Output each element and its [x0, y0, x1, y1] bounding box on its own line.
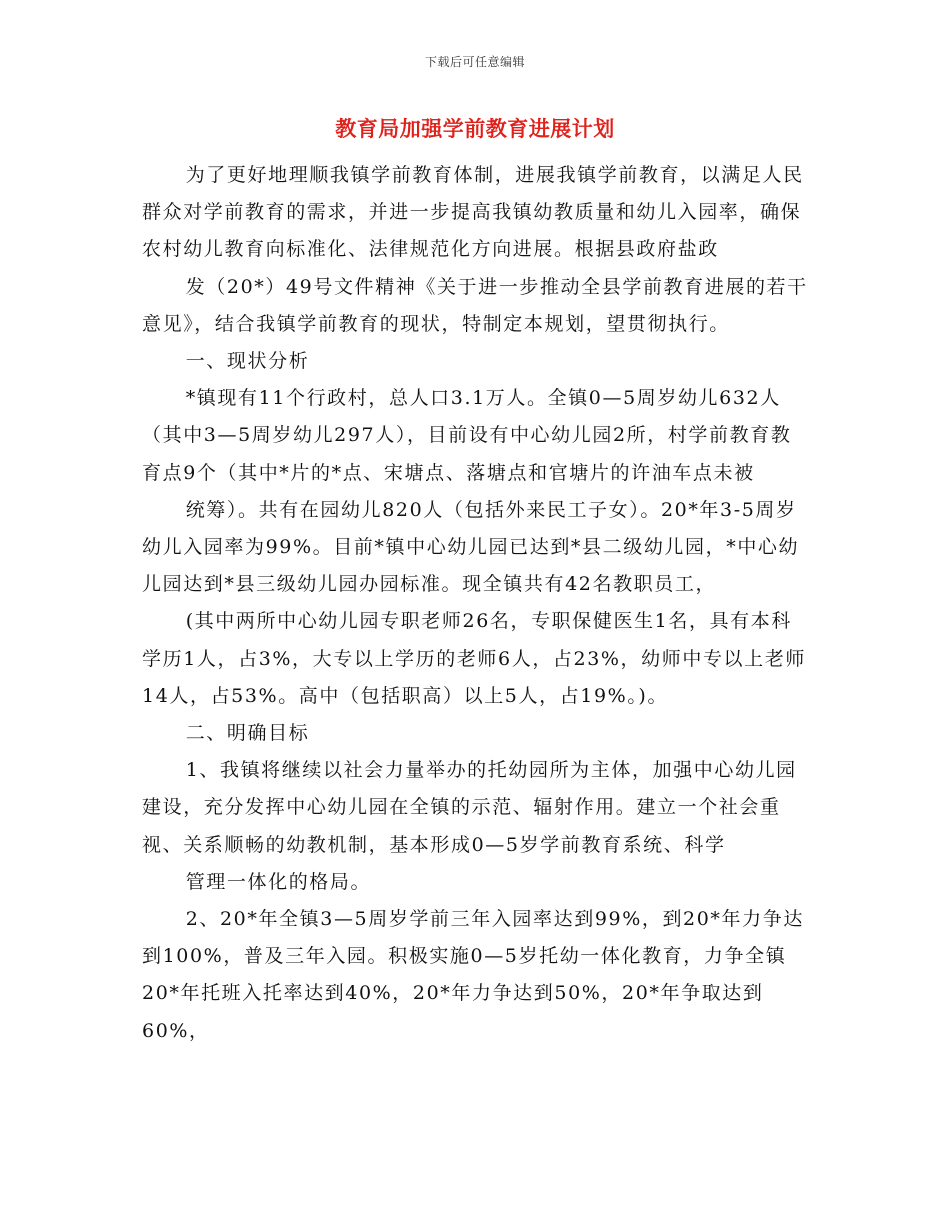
- paragraph-staff-details: (其中两所中心幼儿园专职老师26名，专职保健医生1名，具有本科学历1人，占3%，大专以上学历的老师6人，占23%，幼师中专以上老师14人，占53%。高中（包括职高）以上5人，占19%。)。: [142, 610, 806, 707]
- document-body: [142, 157, 810, 1050]
- section-heading-status-analysis: 一、现状分析: [185, 350, 310, 373]
- paragraph-intro-continued: 发（20*）49号文件精神《关于进一步推动全县学前教育进展的若干意见》，结合我镇学前教育的现状，特制定本规划，望贯彻执行。: [142, 275, 808, 335]
- paragraph-goal-2: 2、20*年全镇3—5周岁学前三年入园率达到99%，到20*年力争达到100%，普及三年入园。积极实施0—5岁托幼一体化教育，力争全镇20*年托班入托率达到40%，20*年力争达到50%，20*年争取达到60%，: [142, 908, 804, 1042]
- header-note: 下载后可任意编辑: [424, 55, 525, 69]
- paragraph-goal-1: 1、我镇将继续以社会力量举办的托幼园所为主体，加强中心幼儿园建设，充分发挥中心幼儿园在全镇的示范、辐射作用。建立一个社会重视、关系顺畅的幼教机制，基本形成0—5岁学前教育系统、科学: [142, 759, 797, 856]
- paragraph-status-continued: 统筹）。共有在园幼儿820人（包括外来民工子女）。20*年3-5周岁幼儿入园率为99%。目前*镇中心幼儿园已达到*县二级幼儿园，*中心幼儿园达到*县三级幼儿园办园标准。现全镇共有42名教职员工，: [142, 498, 800, 596]
- paragraph-goal-1-continued: 管理一体化的格局。: [185, 870, 372, 893]
- section-heading-goals: 二、明确目标: [185, 722, 310, 745]
- paragraph-intro: 为了更好地理顺我镇学前教育体制，进展我镇学前教育，以满足人民群众对学前教育的需求，并进一步提高我镇幼教质量和幼儿入园率，确保农村幼儿教育向标准化、法律规范化方向进展。根据县政府盐政: [142, 164, 804, 261]
- document-title: 教育局加强学前教育进展计划: [335, 116, 615, 141]
- paragraph-status: *镇现有11个行政村，总人口3.1万人。全镇0—5周岁幼儿632人（其中3—5周岁幼儿297人），目前设有中心幼儿园2所，村学前教育教育点9个（其中*片的*点、宋塘点、落塘点和官塘片的许油车点未被: [142, 387, 792, 484]
